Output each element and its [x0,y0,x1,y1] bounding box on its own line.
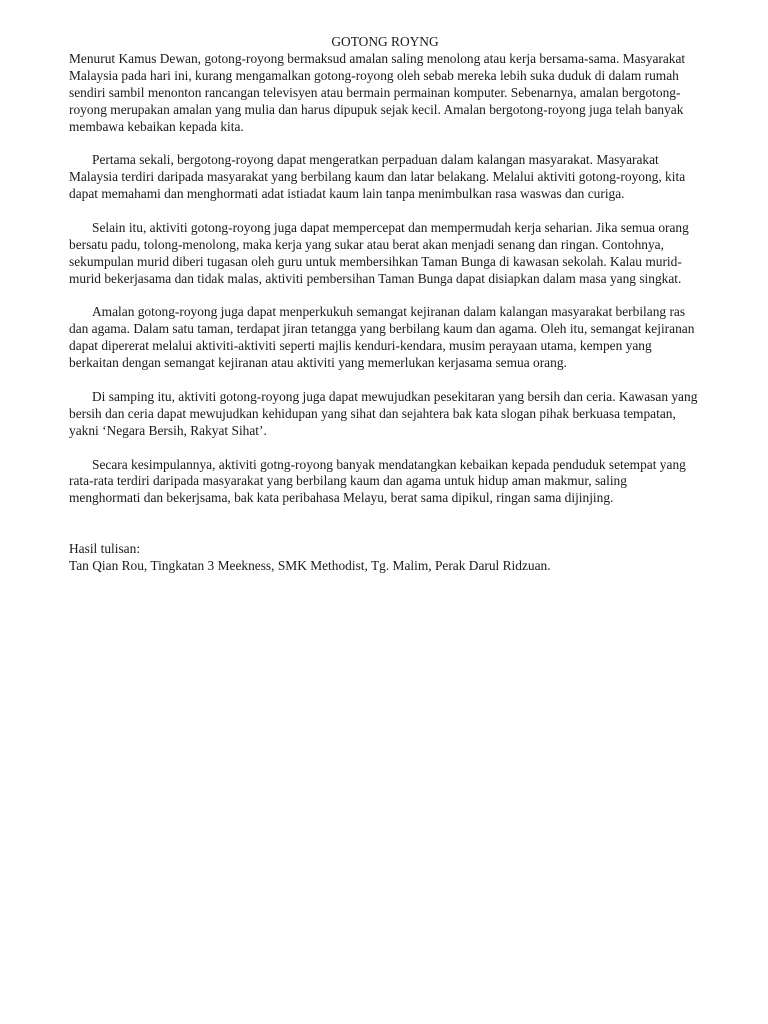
document-page [69,34,701,575]
blank-line [69,524,701,541]
paragraph-point-unity: Pertama sekali, bergotong-royong dapat mengeratkan perpaduan dalam kalangan masyarakat. Masyarakat Malaysia terdiri daripada masyarakat yang berbilang kaum dan latar belakang. Melalui aktiviti gotong-royong, kita dapat memahami dan menghormati adat istiadat kaum lain tanpa menimbulkan rasa waswas dan curiga. [69,152,686,202]
paragraph-point-work: Selain itu, aktiviti gotong-royong juga dapat mempercepat dan mempermudah kerja seharian. Jika semua orang bersatu padu, tolong-menolong, maka kerja yang sukar atau berat akan menjadi senang dan ringan. Contohnya, sekumpulan murid diberi tugasan oleh guru untuk membersihkan Taman Bunga di kawasan sekolah. Kalau murid-murid bekerjasama dan tidak malas, aktiviti pembersihan Taman Bunga dapat disiapkan dalam masa yang singkat. [69,219,689,286]
signature-label: Hasil tulisan: [69,541,141,557]
paragraph-introduction: Menurut Kamus Dewan, gotong-royong bermaksud amalan saling menolong atau kerja bersama-sama. Masyarakat Malaysia pada hari ini, kurang mengamalkan gotong-royong oleh sebab mereka lebih suka duduk di dalam rumah sendiri sambil menonton rancangan televisyen atau bermain permainan komputer. Sebenarnya, amalan bergotong-royong merupakan amalan yang mulia dan harus dipupuk sejak kecil. Amalan bergotong-royong juga telah banyak membawa kebaikan kepada kita. [69,50,686,134]
signature-author: Tan Qian Rou, Tingkatan 3 Meekness, SMK Methodist, Tg. Malim, Perak Darul Ridzuan. [69,557,551,573]
paragraph-conclusion: Secara kesimpulannya, aktiviti gotng-royong banyak mendatangkan kebaikan kepada penduduk setempat yang rata-rata terdiri daripada masyarakat yang berbilang kaum dan agama untuk hidup aman makmur, saling menghormati dan bekerjsama, bak kata peribahasa Melayu, berat sama dipikul, ringan sama dijinjing. [69,456,686,506]
document-title: GOTONG ROYNG [331,34,439,49]
paragraph-point-environment: Di samping itu, aktiviti gotong-royong juga dapat mewujudkan pesekitaran yang bersih dan ceria. Kawasan yang bersih dan ceria dapat mewujudkan kehidupan yang sihat dan sejahtera bak kata slogan pihak berkuasa tempatan, yakni ‘Negara Bersih, Rakyat Sihat’. [69,388,698,438]
paragraph-point-neighbourhood: Amalan gotong-royong juga dapat menperkukuh semangat kejiranan dalam kalangan masyarakat berbilang ras dan agama. Dalam satu taman, terdapat jiran tetangga yang berbilang kaum dan agama. Oleh itu, semangat kejiranan dapat dipererat melalui aktiviti-aktiviti seperti majlis kenduri-kendara, musim perayaan utama, kempen yang berkaitan dengan semangat kejiranan atau aktiviti yang memerlukan kerjasama semua orang. [69,304,695,371]
